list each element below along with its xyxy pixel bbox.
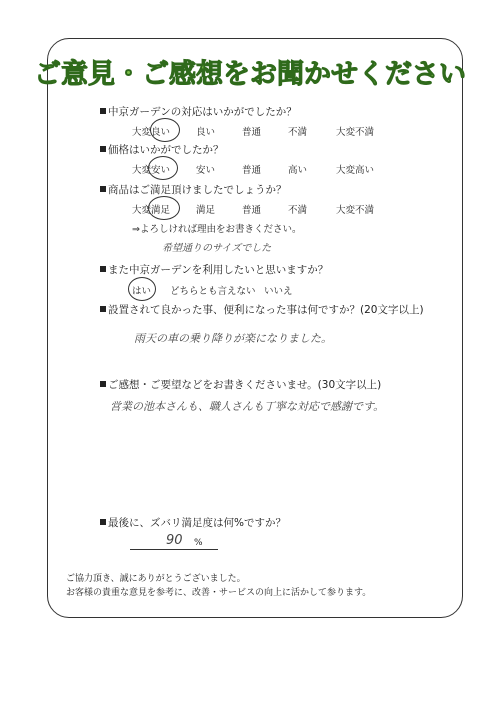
question-product: 商品はご満足頂けましたでしょうか？ (100, 182, 287, 197)
reason-prompt: ⇒よろしければ理由をお書きください。 (132, 224, 302, 235)
bullet-square-icon (100, 519, 106, 525)
question-price: 価格はいかがでしたか？ (100, 142, 224, 157)
footer-message: お客様の貴重な意見を参考に、改善・サービスの向上に活かして参ります。 (66, 588, 372, 598)
option-price-expensive[interactable]: 高い (288, 165, 308, 176)
benefit-answer[interactable]: 雨天の車の乗り降りが楽になりました。 (134, 332, 332, 345)
bullet-square-icon (100, 266, 106, 272)
bullet-square-icon (100, 306, 106, 312)
option-product-satisfied[interactable]: 満足 (196, 205, 216, 216)
question-benefit: 設置されて良かった事、便利になった事は何ですか？(20文字以上) (100, 302, 424, 317)
bullet-square-icon (100, 186, 106, 192)
question-satisfaction: 最後に、ズバリ満足度は何%ですか？ (100, 515, 286, 530)
bullet-square-icon (100, 146, 106, 152)
question-service: 中京ガーデンの対応はいかがでしたか？ (100, 104, 297, 119)
satisfaction-underline (130, 549, 218, 550)
option-price-cheap[interactable]: 安い (196, 165, 216, 176)
option-product-normal[interactable]: 普通 (242, 205, 262, 216)
option-product-very-dissatisfied[interactable]: 大変不満 (336, 205, 375, 216)
option-price-very-cheap[interactable]: 大変安い (132, 165, 171, 176)
option-service-dissatisfied[interactable]: 不満 (288, 127, 308, 138)
option-price-normal[interactable]: 普通 (242, 165, 262, 176)
selection-circle-price (148, 156, 178, 180)
option-service-very-good[interactable]: 大変良い (132, 127, 171, 138)
selection-circle-service (150, 118, 180, 142)
question-reuse: また中京ガーデンを利用したいと思いますか？ (100, 262, 328, 277)
bullet-square-icon (100, 108, 106, 114)
option-product-dissatisfied[interactable]: 不満 (288, 205, 308, 216)
option-price-very-expensive[interactable]: 大変高い (336, 165, 375, 176)
satisfaction-answer[interactable]: 90 (166, 533, 183, 548)
reason-answer[interactable]: 希望通りのサイズでした (162, 243, 272, 254)
question-comments: ご感想・ご要望などをお書きくださいませ。(30文字以上) (100, 377, 381, 392)
satisfaction-unit: % (194, 538, 203, 548)
option-reuse-neutral[interactable]: どちらとも言えない (170, 286, 256, 297)
option-service-good[interactable]: 良い (196, 127, 216, 138)
bullet-square-icon (100, 381, 106, 387)
comments-answer[interactable]: 営業の池本さんも、職人さんも丁寧な対応で感謝です。 (110, 400, 385, 413)
option-service-normal[interactable]: 普通 (242, 127, 262, 138)
selection-circle-product (148, 196, 180, 220)
option-service-very-dissatisfied[interactable]: 大変不満 (336, 127, 375, 138)
page-title: ご意見・ご感想をお聞かせください (34, 59, 466, 90)
option-product-very-satisfied[interactable]: 大変満足 (132, 205, 171, 216)
option-reuse-yes[interactable]: はい (132, 286, 152, 297)
selection-circle-reuse (128, 277, 156, 301)
option-reuse-no[interactable]: いいえ (264, 286, 293, 297)
footer-thanks: ご協力頂き、誠にありがとうございました。 (66, 574, 246, 584)
